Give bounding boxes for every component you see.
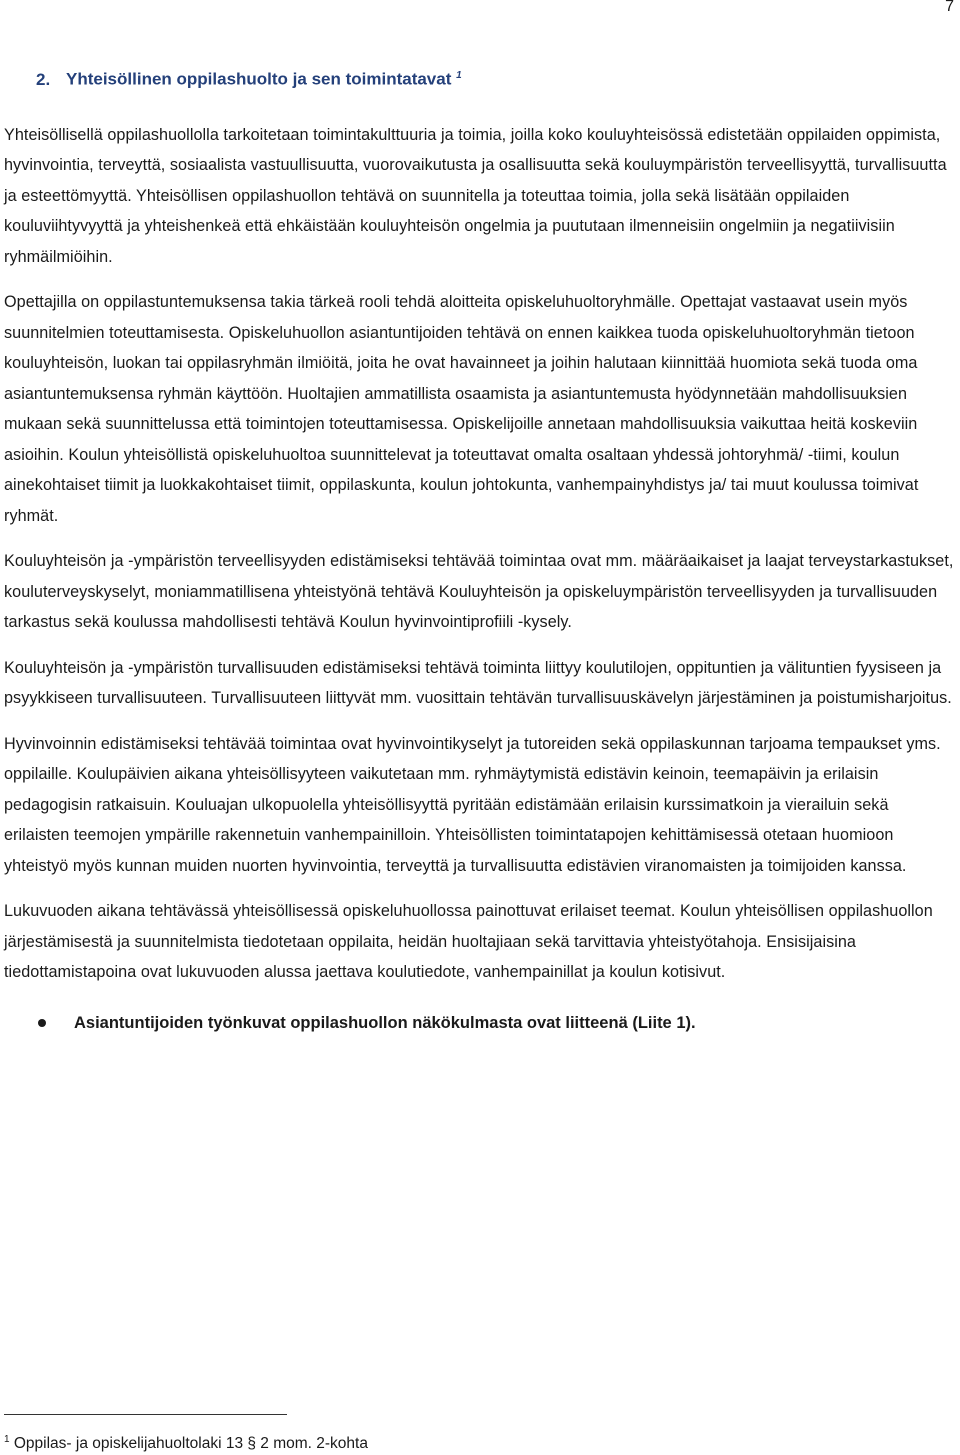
section-number: 2. — [36, 69, 51, 89]
footnote — [4, 1429, 368, 1455]
section-heading — [4, 64, 956, 92]
footnote-reference: 1 — [456, 70, 462, 81]
bullet-item — [4, 1008, 956, 1038]
document-body — [4, 64, 956, 1038]
paragraph: Kouluyhteisön ja -ympäristön terveellisyyden edistämiseksi tehtävää toimintaa ovat mm. määräaikaiset ja laajat terveystarkastukset, kouluterveyskyselyt, moniammatillisena yhteistyönä tehtävä Kouluyhteisön ja opiskeluympäristön terveellisyyden ja turvallisuuden tarkastus sekä koulussa mahdollisesti tehtävä Koulun hyvinvointiprofiili -kysely. — [4, 552, 954, 632]
paragraph: Lukuvuoden aikana tehtävässä yhteisöllisessä opiskeluhuollossa painottuvat erilaiset teemat. Koulun yhteisöllisen oppilashuollon järjestämisestä ja suunnitelmista tiedotetaan oppilaita, heidän huoltajiaan sekä tarvittavia yhteistyötahoja. Ensisijaisina tiedottamistapoina ovat lukuvuoden alussa jaettava koulutiedote, vanhempainillat ja koulun kotisivut. — [4, 902, 933, 982]
page-number: 7 — [945, 0, 954, 15]
footnote-text: Oppilas- ja opiskelijahuoltolaki 13 § 2 mom. 2-kohta — [13, 1435, 368, 1453]
footnote-marker: 1 — [4, 1434, 10, 1445]
paragraph: Kouluyhteisön ja -ympäristön turvallisuuden edistämiseksi tehtävä toiminta liittyy koulutilojen, oppituntien ja välituntien fyysiseen ja psyykkiseen turvallisuuteen. Turvallisuuteen liittyvät mm. vuosittain tehtävän turvallisuuskävelyn järjestäminen ja poistumisharjoitus. — [4, 658, 952, 708]
section-title: Yhteisöllinen oppilashuolto ja sen toimintatavat — [66, 69, 452, 89]
paragraph: Yhteisöllisellä oppilashuollolla tarkoitetaan toimintakulttuuria ja toimia, joilla koko kouluyhteisössä edistetään oppilaiden oppimista, hyvinvointia, terveyttä, sosiaalista vastuullisuutta, vuorovaikutusta ja osallisuutta sekä kouluympäristön terveellisyyttä, turvallisuutta ja esteettömyyttä. Yhteisöllisen oppilashuollon tehtävä on suunnitella ja toteuttaa toimia, jolla sekä lisätään oppilaiden kouluviihtyvyyttä ja yhteishenkeä että ehkäistään kouluyhteisön ongelmia ja puututaan ilmenneisiin ongelmiin ja negatiivisiin ryhmäilmiöihin. — [4, 125, 947, 266]
bullet-text: Asiantuntijoiden työnkuvat oppilashuollon näkökulmasta ovat liitteenä (Liite 1). — [74, 1013, 696, 1032]
bullet-dot-icon — [38, 1019, 46, 1027]
footnote-divider — [4, 1414, 287, 1415]
bullet-list — [4, 1008, 956, 1038]
paragraph: Hyvinvoinnin edistämiseksi tehtävää toimintaa ovat hyvinvointikyselyt ja tutoreiden sekä oppilaskunnan tarjoama tempaukset yms. oppilaille. Koulupäivien aikana yhteisöllisyyteen vaikutetaan mm. ryhmäytymistä edistävin keinoin, teemapäivin ja erilaisin pedagogisin ratkaisuin. Kouluajan ulkopuolella yhteisöllisyyttä pyritään edistämään erilaisin kurssimatkoin ja vierailuin sekä erilaisten teemojen ympärille rakennetuin vanhempainilloin. Yhteisöllisten toimintatapojen kehittämisessä otetaan huomioon yhteistyö myös kunnan muiden nuorten hyvinvointia, terveyttä ja turvallisuutta edistävien viranomaisten ja toimijoiden kanssa. — [4, 734, 941, 875]
paragraph: Opettajilla on oppilastuntemuksensa takia tärkeä rooli tehdä aloitteita opiskeluhuoltoryhmälle. Opettajat vastaavat usein myös suunnitelmien toteuttamisesta. Opiskeluhuollon asiantuntijoiden tehtävä on ennen kaikkea tuoda opiskeluhuoltoryhmän tietoon kouluyhteisön, luokan tai oppilasryhmän ilmiöitä, joita he ovat havainneet ja joihin halutaan kiinnittää huomiota sekä tuoda oma asiantuntemuksensa ryhmän käyttöön. Huoltajien ammatillista osaamista ja asiantuntemusta hyödynnetään mahdollisuuksien mukaan sekä suunnittelussa että toimintojen toteuttamisessa. Opiskelijoille annetaan mahdollisuuksia vaikuttaa heitä koskeviin asioihin. Koulun yhteisöllistä opiskeluhuoltoa suunnittelevat ja toteuttavat omalta osaltaan yhdessä johtoryhmä/ -tiimi, koulun ainekohtaiset tiimit ja luokkakohtaiset tiimit, oppilaskunta, koulun johtokunta, vanhempainyhdistys ja/ tai muut koulussa toimivat ryhmät. — [4, 293, 919, 525]
